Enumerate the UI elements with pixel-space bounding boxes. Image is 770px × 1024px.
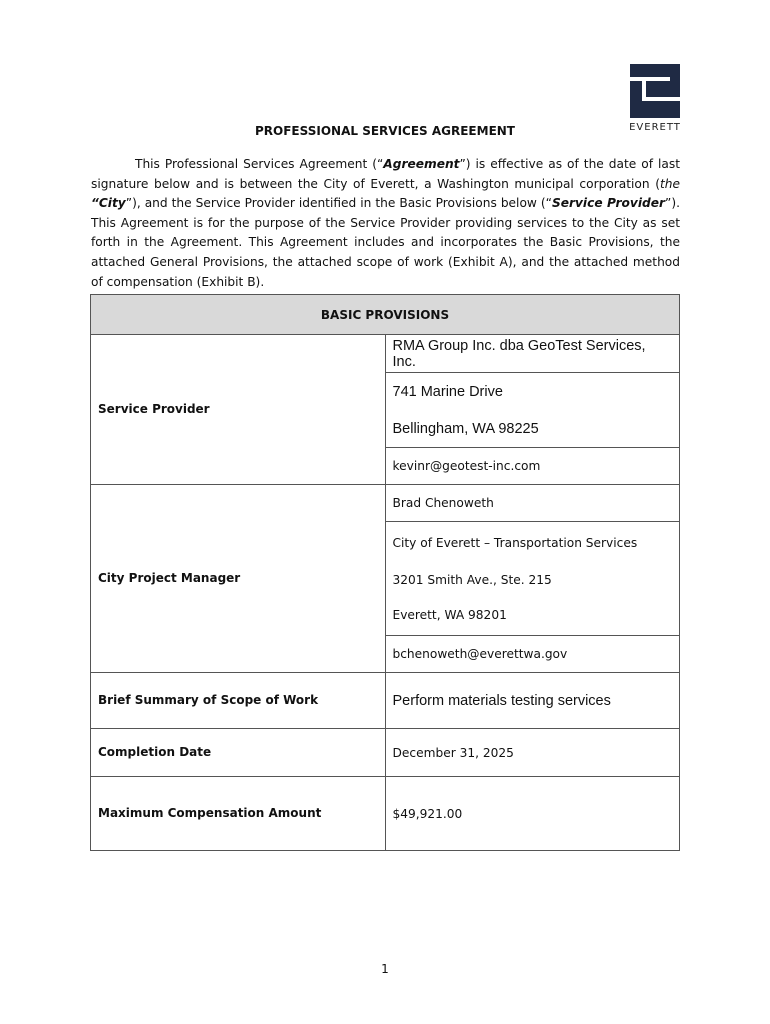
service-provider-address1: 741 Marine Drive [385, 373, 680, 411]
table-header: BASIC PROVISIONS [91, 295, 680, 335]
project-manager-label: City Project Manager [91, 485, 386, 673]
project-manager-dept: City of Everett – Transportation Services [385, 522, 680, 564]
scope-label: Brief Summary of Scope of Work [91, 673, 386, 729]
project-manager-name: Brad Chenoweth [385, 485, 680, 522]
intro-city: “City [91, 196, 126, 211]
project-manager-email: bchenoweth@everettwa.gov [385, 636, 680, 673]
basic-provisions-table [90, 294, 680, 851]
intro-text-2: ”) is effective as of the date of last signature below and is between the City of Everett, a Washington municipal corporation ( [91, 157, 681, 191]
scope-value: Perform materials testing services [385, 673, 680, 729]
intro-paragraph [91, 155, 680, 292]
logo-text: EVERETT [629, 122, 681, 133]
everett-logo-icon [630, 64, 680, 118]
project-manager-address2: Everett, WA 98201 [385, 596, 680, 636]
service-provider-address2: Bellingham, WA 98225 [385, 411, 680, 448]
page-number: 1 [381, 962, 389, 976]
service-provider-email: kevinr@geotest-inc.com [385, 448, 680, 485]
max-compensation-value: $49,921.00 [385, 777, 680, 851]
completion-date-label: Completion Date [91, 729, 386, 777]
intro-service-provider: Service Provider [551, 196, 666, 211]
intro-text-3: ”), and the Service Provider identified in the Basic Provisions below (“ [125, 196, 552, 211]
max-compensation-label: Maximum Compensation Amount [91, 777, 386, 851]
completion-date-value: December 31, 2025 [385, 729, 680, 777]
intro-the: the [659, 176, 680, 191]
service-provider-label: Service Provider [91, 335, 386, 485]
document-title: PROFESSIONAL SERVICES AGREEMENT [255, 124, 515, 138]
project-manager-address1: 3201 Smith Ave., Ste. 215 [385, 564, 680, 596]
service-provider-name: RMA Group Inc. dba GeoTest Services, Inc. [385, 335, 680, 373]
intro-text-4: ”). This Agreement is for the purpose of the Service Provider providing services to the City as set forth in the Agreement. This Agreement includes and incorporates the Basic Provisions, the attached General Provisions, the attached scope of work (Exhibit A), and the attached method of compensation (Exhibit B). [91, 196, 680, 289]
intro-agreement: Agreement [383, 157, 460, 171]
intro-text-1: This Professional Services Agreement (“ [135, 157, 384, 171]
